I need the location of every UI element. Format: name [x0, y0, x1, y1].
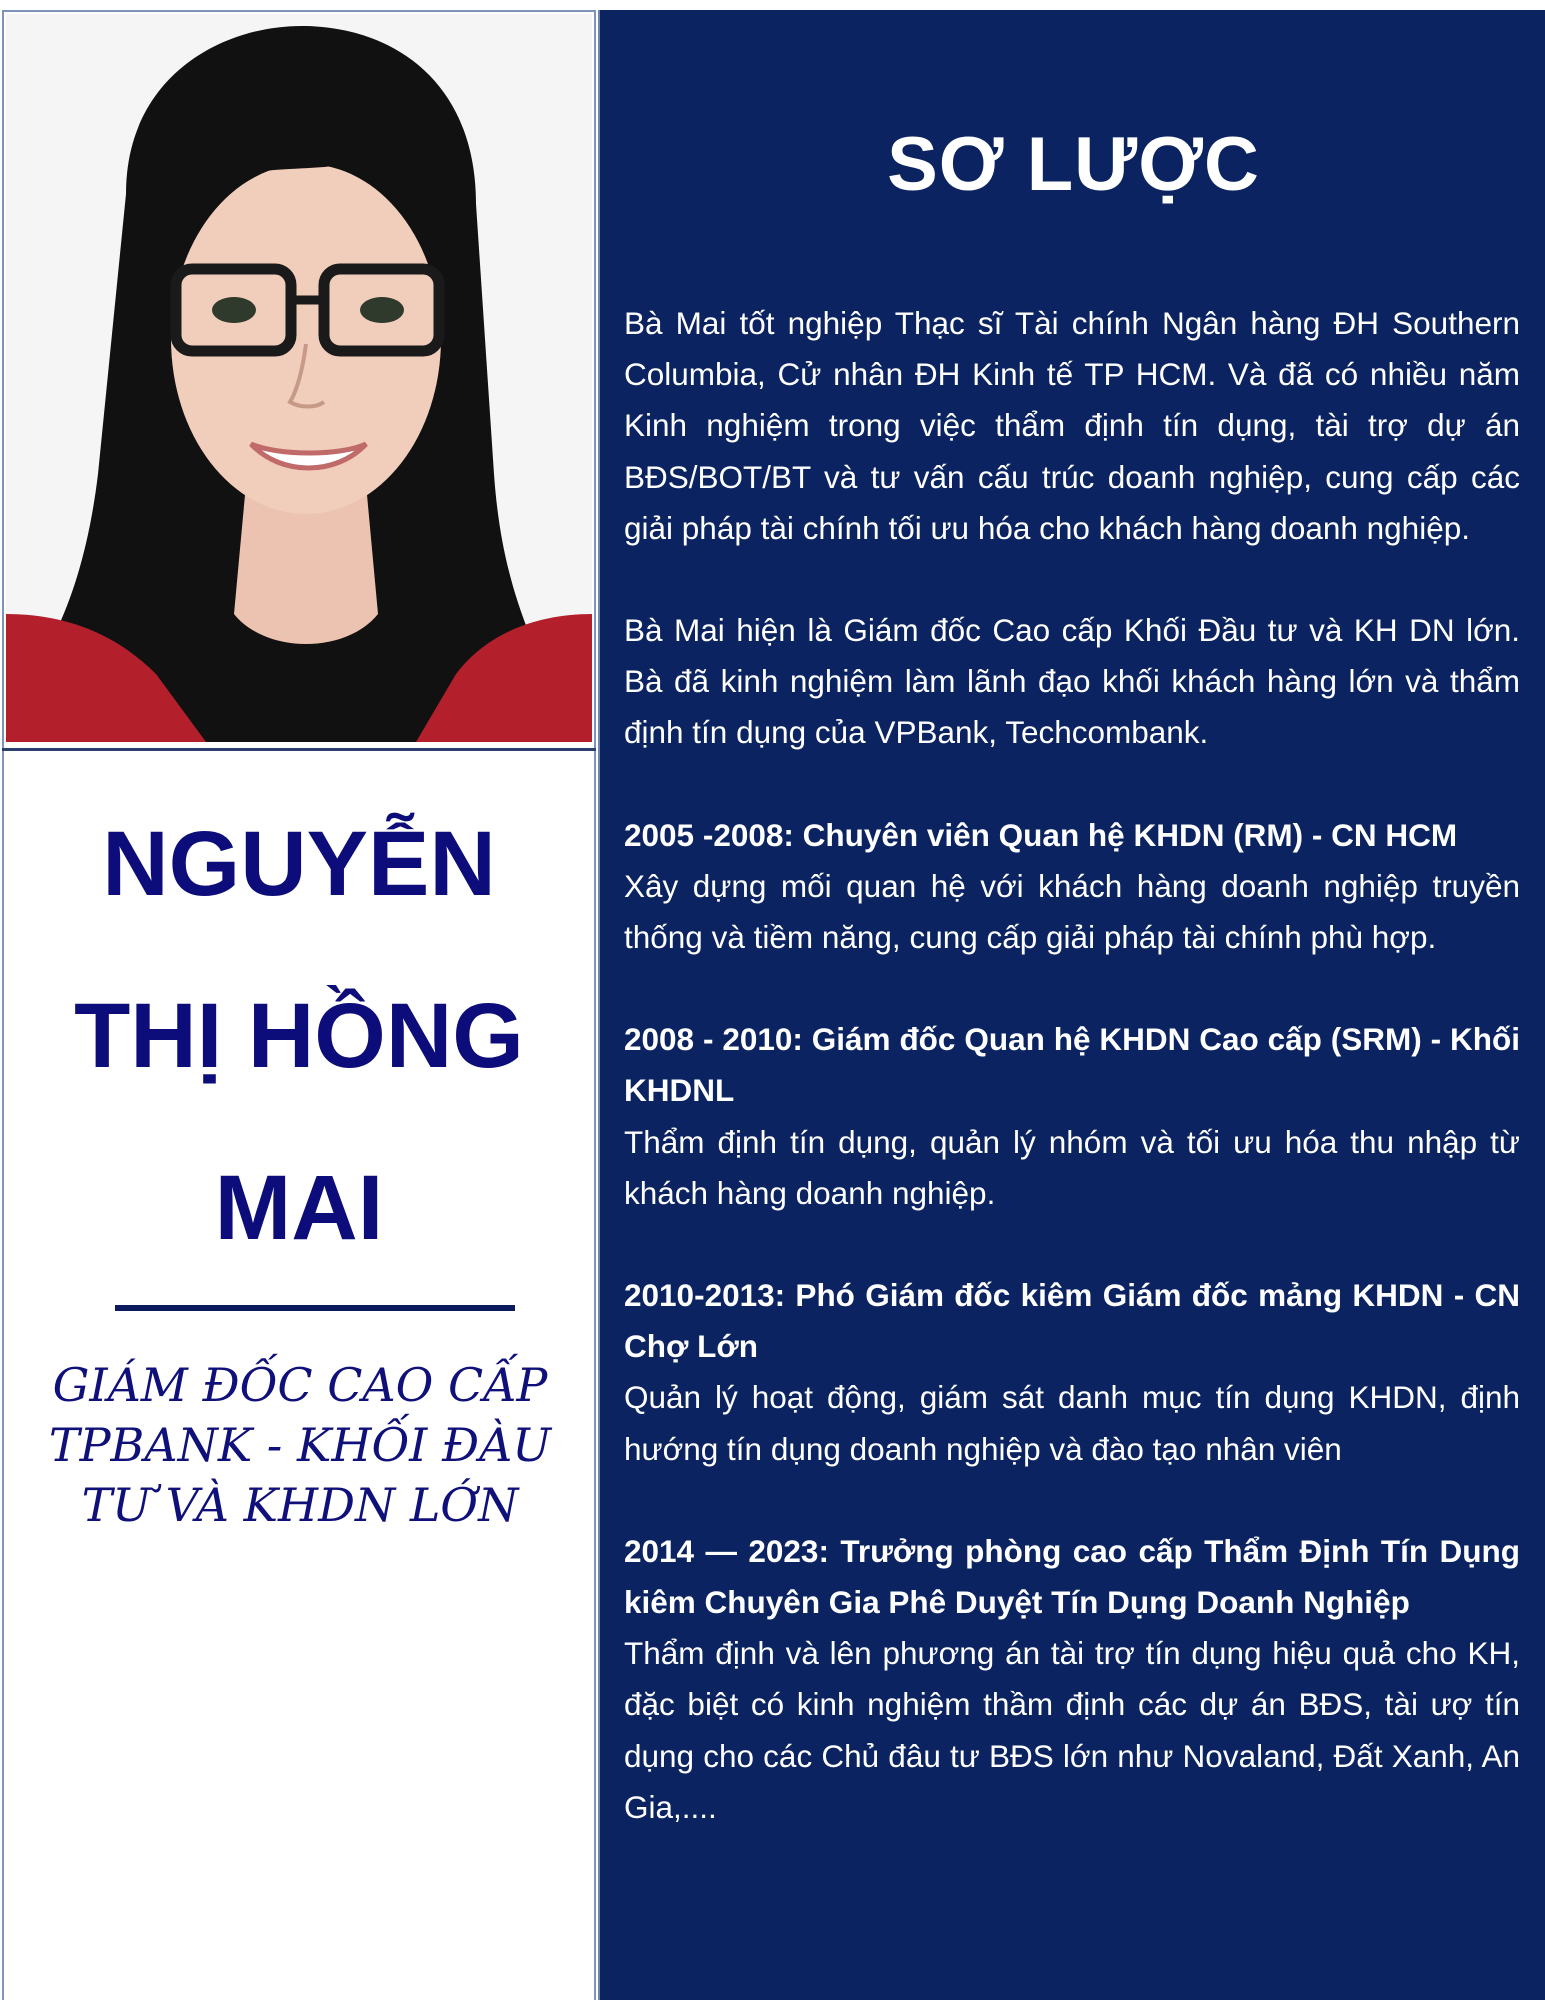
career-entry-text: Thẩm định và lên phương án tài trợ tín dụng hiệu quả cho KH, đặc biệt có kinh nghiệm thầm định các dự án BĐS, tài ượ tín dụng cho các Chủ đâu tư BĐS lớn như Novaland, Đất Xanh, An Gia,.... — [624, 1635, 1520, 1825]
name-line-3: MAI — [214, 1157, 384, 1259]
name-divider — [115, 1305, 515, 1311]
career-entry-heading: 2010-2013: Phó Giám đốc kiêm Giám đốc mảng KHDN - CN Chợ Lớn — [624, 1277, 1520, 1365]
career-entry-heading: 2005 -2008: Chuyên viên Quan hệ KHDN (RM) - CN HCM — [624, 816, 1458, 853]
summary-heading: SƠ LƯỢC — [887, 122, 1260, 207]
career-entry — [624, 810, 1520, 964]
name-line-1: NGUYỄN — [102, 813, 496, 915]
photo-divider — [2, 748, 596, 751]
current-role-text: Bà Mai hiện là Giám đốc Cao cấp Khối Đầu tư và KH DN lớn. Bà đã kinh nghiệm làm lãnh đạo khối khách hàng lớn và thẩm định tín dụng của VPBank, Techcombank. — [624, 612, 1520, 751]
person-name — [2, 778, 596, 1294]
career-entry-text: Thẩm định tín dụng, quản lý nhóm và tối ưu hóa thu nhập từ khách hàng doanh nghiệp. — [624, 1123, 1520, 1211]
portrait-illustration — [6, 14, 592, 742]
name-line-2: THỊ HỒNG — [74, 985, 524, 1087]
intro-paragraph — [624, 298, 1520, 554]
career-entry — [624, 1014, 1520, 1219]
job-title-line-2: TPBANK - KHỐI ĐÀU — [48, 1418, 552, 1472]
portrait-photo — [6, 14, 592, 742]
career-entry-text: Quản lý hoạt động, giám sát danh mục tín dụng KHDN, định hướng tín dụng doanh nghiệp và đào tạo nhân viên — [624, 1379, 1520, 1467]
summary-body — [624, 298, 1520, 1884]
career-entry — [624, 1526, 1520, 1833]
career-entry-heading: 2014 — 2023: Trưởng phòng cao cấp Thẩm Định Tín Dụng kiêm Chuyên Gia Phê Duyệt Tín Dụng Doanh Nghiệp — [624, 1532, 1520, 1621]
job-title — [30, 1355, 570, 1535]
career-entry — [624, 1270, 1520, 1475]
current-role-paragraph — [624, 605, 1520, 759]
career-entry-text: Xây dựng mối quan hệ với khách hàng doanh nghiệp truyền thống và tiềm năng, cung cấp giải pháp tài chính phù hợp. — [624, 867, 1520, 956]
job-title-line-3: TƯ VÀ KHDN LỚN — [81, 1478, 519, 1532]
career-entry-heading: 2008 - 2010: Giám đốc Quan hệ KHDN Cao cấp (SRM) - Khối KHDNL — [624, 1021, 1520, 1109]
summary-panel — [598, 10, 1545, 2000]
job-title-line-1: GIÁM ĐỐC CAO CẤP — [52, 1358, 548, 1412]
intro-text: Bà Mai tốt nghiệp Thạc sĩ Tài chính Ngân hàng ĐH Southern Columbia, Cử nhân ĐH Kinh tế TP HCM. Và đã có nhiều năm Kinh nghiệm trong việc thẩm định tín dụng, tài trợ dự án BĐS/BOT/BT và tư vấn cấu trúc doanh nghiệp, cung cấp các giải pháp tài chính tối ưu hóa cho khách hàng doanh nghiệp. — [624, 305, 1520, 546]
